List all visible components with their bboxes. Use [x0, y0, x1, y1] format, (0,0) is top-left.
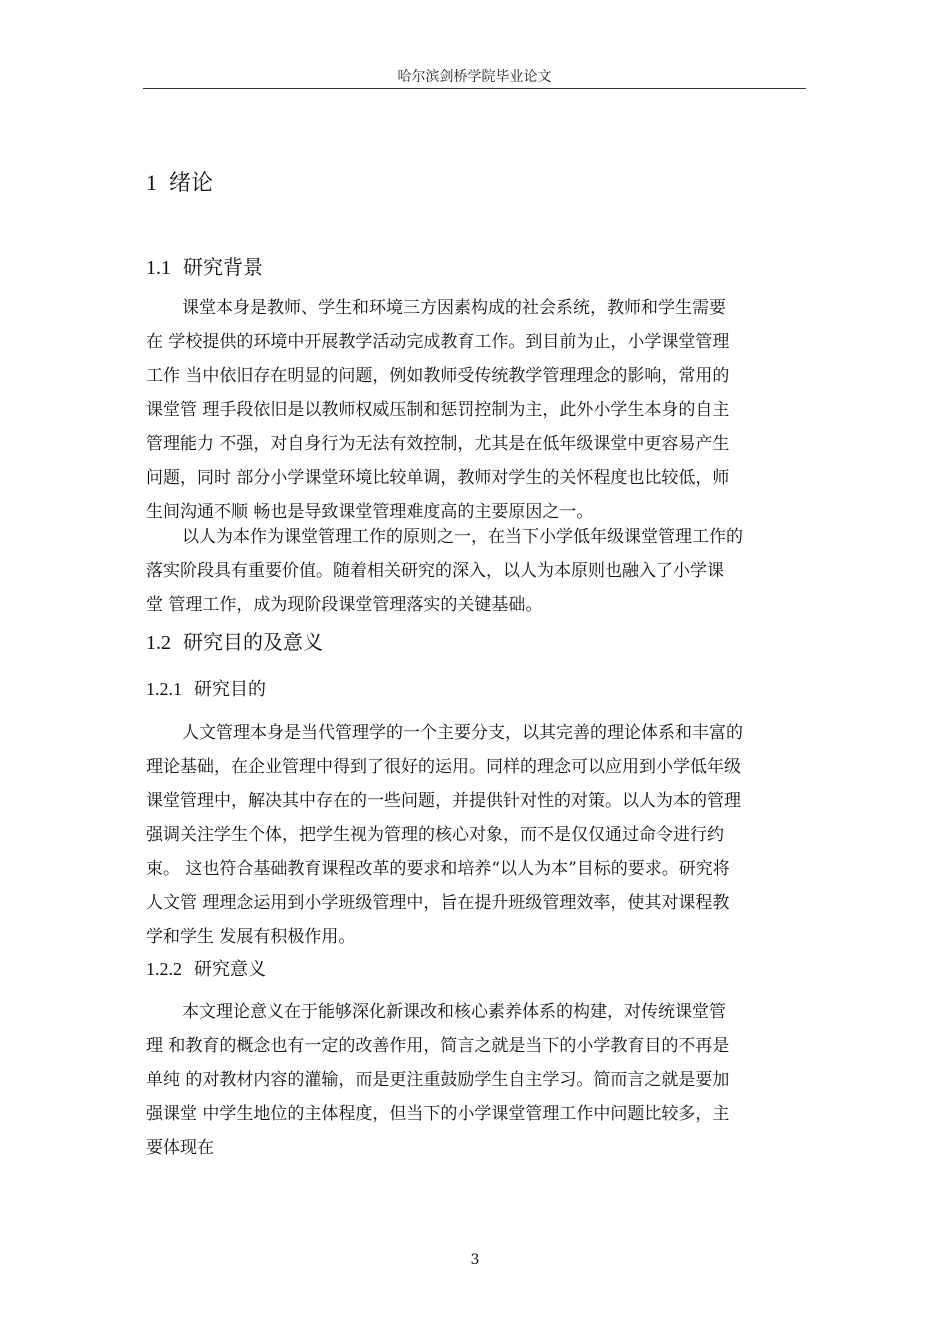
section-title: 研究意义 — [194, 959, 266, 980]
text-line: 生间沟通不顺 畅也是导致课堂管理难度高的主要原因之一。 — [146, 502, 594, 522]
text-line: 强课堂 中学生地位的主体程度，但当下的小学课堂管理工作中问题比较多，主 — [146, 1104, 730, 1124]
section-number: 1.2.1 — [146, 679, 182, 699]
section-1-2-heading — [146, 626, 323, 655]
text-line: 课堂管理中，解决其中存在的一些问题，并提供针对性的对策。以人为本的管理 — [146, 791, 741, 811]
text-line: 单纯 的对教材内容的灌输，而是更注重鼓励学生自主学习。简而言之就是要加 — [146, 1070, 730, 1090]
section-1-2-2-heading — [146, 955, 266, 981]
page-number: 3 — [470, 1252, 480, 1268]
paragraph-background-1 — [146, 291, 812, 529]
paragraph-background-2 — [146, 520, 812, 622]
section-number: 1.1 — [146, 257, 171, 279]
text-line: 学和学生 发展有积极作用。 — [146, 927, 356, 947]
text-line: 课堂本身是教师、学生和环境三方因素构成的社会系统，教师和学生需要 — [182, 298, 726, 318]
text-line: 管理能力 不强，对自身行为无法有效控制，尤其是在低年级课堂中更容易产生 — [146, 434, 730, 454]
text-line: 工作 当中依旧存在明显的问题，例如教师受传统教学管理理念的影响，常用的 — [146, 366, 730, 386]
text-line: 理论基础，在企业管理中得到了很好的运用。同样的理念可以应用到小学低年级 — [146, 757, 741, 777]
section-1-2-1-heading — [146, 675, 266, 701]
page-header: 哈尔滨剑桥学院毕业论文 — [397, 69, 552, 85]
section-title: 研究目的 — [194, 679, 266, 700]
section-1-1-heading — [146, 251, 263, 280]
text-line: 堂 管理工作，成为现阶段课堂管理落实的关键基础。 — [146, 595, 543, 615]
section-title: 研究目的及意义 — [183, 630, 323, 654]
text-line: 人文管 理理念运用到小学班级管理中，旨在提升班级管理效率，使其对课程教 — [146, 893, 730, 913]
text-line: 以人为本作为课堂管理工作的原则之一，在当下小学低年级课堂管理工作的 — [182, 527, 743, 547]
chapter-title: 绪论 — [169, 171, 214, 196]
text-line: 落实阶段具有重要价值。随着相关研究的深入，以人为本原则也融入了小学课 — [146, 561, 724, 581]
paragraph-purpose — [146, 716, 812, 954]
chapter-heading — [146, 166, 213, 197]
section-number: 1.2 — [146, 632, 171, 654]
text-line: 课堂管 理手段依旧是以教师权威压制和惩罚控制为主，此外小学生本身的自主 — [146, 400, 730, 420]
paragraph-significance — [146, 995, 812, 1165]
chapter-number: 1 — [146, 170, 157, 195]
text-line: 束。 这也符合基础教育课程改革的要求和培养“以人为本”目标的要求。研究将 — [146, 859, 730, 879]
text-line: 要体现在 — [146, 1138, 214, 1158]
text-line: 人文管理本身是当代管理学的一个主要分支，以其完善的理论体系和丰富的 — [182, 723, 743, 743]
section-title: 研究背景 — [183, 255, 263, 279]
section-number: 1.2.2 — [146, 959, 182, 979]
text-line: 强调关注学生个体，把学生视为管理的核心对象，而不是仅仅通过命令进行约 — [146, 825, 724, 845]
text-line: 本文理论意义在于能够深化新课改和核心素养体系的构建，对传统课堂管 — [182, 1002, 726, 1022]
text-line: 在 学校提供的环境中开展教学活动完成教育工作。到目前为止，小学课堂管理 — [146, 332, 730, 352]
text-line: 理 和教育的概念也有一定的改善作用，简言之就是当下的小学教育目的不再是 — [146, 1036, 730, 1056]
header-rule — [143, 88, 806, 89]
text-line: 问题，同时 部分小学课堂环境比较单调，教师对学生的关怀程度也比较低，师 — [146, 468, 730, 488]
